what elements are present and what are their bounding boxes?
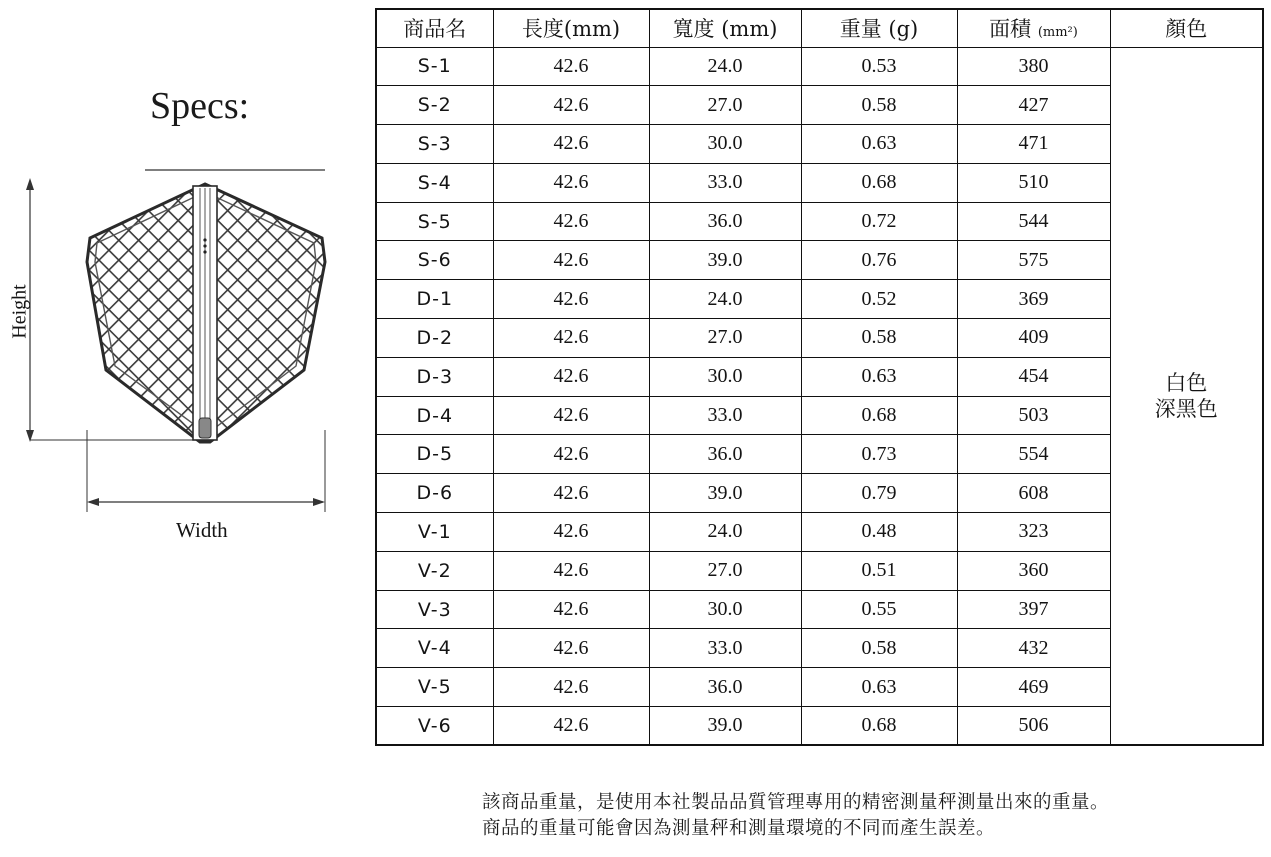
cell-length: 42.6 xyxy=(493,435,649,474)
header-width: 寬度 (mm) xyxy=(649,9,801,47)
cell-weight: 0.79 xyxy=(801,474,957,513)
cell-product-name: V-1 xyxy=(376,513,493,552)
cell-area: 506 xyxy=(957,707,1110,746)
cell-product-name: S-2 xyxy=(376,86,493,125)
cell-width: 30.0 xyxy=(649,590,801,629)
cell-product-name: S-1 xyxy=(376,47,493,86)
cell-weight: 0.58 xyxy=(801,86,957,125)
cell-area: 323 xyxy=(957,513,1110,552)
cell-length: 42.6 xyxy=(493,202,649,241)
cell-weight: 0.68 xyxy=(801,707,957,746)
header-area xyxy=(957,9,1110,47)
cell-product-name: D-4 xyxy=(376,396,493,435)
header-area-label: 面積 xyxy=(989,17,1032,42)
table-row xyxy=(376,47,1263,86)
cell-weight: 0.63 xyxy=(801,125,957,164)
header-weight: 重量 (g) xyxy=(801,9,957,47)
cell-area: 471 xyxy=(957,125,1110,164)
cell-weight: 0.58 xyxy=(801,629,957,668)
cell-product-name: S-4 xyxy=(376,163,493,202)
footnote xyxy=(482,790,1271,842)
cell-area: 380 xyxy=(957,47,1110,86)
cell-weight: 0.68 xyxy=(801,163,957,202)
cell-width: 33.0 xyxy=(649,396,801,435)
cell-area: 503 xyxy=(957,396,1110,435)
specs-title: Specs: xyxy=(150,85,250,127)
cell-length: 42.6 xyxy=(493,163,649,202)
cell-width: 36.0 xyxy=(649,202,801,241)
cell-length: 42.6 xyxy=(493,590,649,629)
cell-length: 42.6 xyxy=(493,629,649,668)
cell-area: 510 xyxy=(957,163,1110,202)
cell-product-name: D-5 xyxy=(376,435,493,474)
cell-width: 39.0 xyxy=(649,241,801,280)
table-header-row xyxy=(376,9,1263,47)
cell-length: 42.6 xyxy=(493,125,649,164)
cell-length: 42.6 xyxy=(493,280,649,319)
cell-length: 42.6 xyxy=(493,241,649,280)
cell-weight: 0.51 xyxy=(801,551,957,590)
cell-product-name: V-2 xyxy=(376,551,493,590)
color-value: 白色 xyxy=(1165,370,1208,395)
cell-width: 39.0 xyxy=(649,474,801,513)
cell-product-name: D-1 xyxy=(376,280,493,319)
header-area-unit: (mm²) xyxy=(1037,25,1078,41)
cell-weight: 0.52 xyxy=(801,280,957,319)
cell-area: 432 xyxy=(957,629,1110,668)
cell-weight: 0.73 xyxy=(801,435,957,474)
cell-width: 24.0 xyxy=(649,513,801,552)
header-length: 長度(mm) xyxy=(493,9,649,47)
dart-flight-diagram xyxy=(0,160,340,550)
cell-color xyxy=(1110,47,1263,745)
cell-product-name: D-6 xyxy=(376,474,493,513)
cell-width: 30.0 xyxy=(649,125,801,164)
cell-length: 42.6 xyxy=(493,396,649,435)
cell-area: 369 xyxy=(957,280,1110,319)
cell-area: 608 xyxy=(957,474,1110,513)
cell-length: 42.6 xyxy=(493,668,649,707)
cell-length: 42.6 xyxy=(493,707,649,746)
cell-area: 469 xyxy=(957,668,1110,707)
cell-width: 30.0 xyxy=(649,357,801,396)
cell-product-name: S-3 xyxy=(376,125,493,164)
footnote-line-2: 商品的重量可能會因為測量秤和測量環境的不同而產生誤差。 xyxy=(482,818,996,839)
cell-width: 27.0 xyxy=(649,86,801,125)
cell-weight: 0.76 xyxy=(801,241,957,280)
cell-weight: 0.55 xyxy=(801,590,957,629)
cell-area: 397 xyxy=(957,590,1110,629)
cell-weight: 0.63 xyxy=(801,357,957,396)
cell-width: 33.0 xyxy=(649,629,801,668)
header-product-name: 商品名 xyxy=(376,9,493,47)
cell-area: 409 xyxy=(957,319,1110,358)
cell-area: 427 xyxy=(957,86,1110,125)
cell-product-name: S-5 xyxy=(376,202,493,241)
cell-length: 42.6 xyxy=(493,474,649,513)
cell-length: 42.6 xyxy=(493,319,649,358)
cell-area: 454 xyxy=(957,357,1110,396)
specs-table xyxy=(375,8,1264,746)
width-label: Width xyxy=(176,518,228,542)
footnote-line-1: 該商品重量，是使用本社製品品質管理專用的精密測量秤測量出來的重量。 xyxy=(482,792,1110,813)
height-label: Height xyxy=(8,284,31,339)
cell-width: 36.0 xyxy=(649,435,801,474)
cell-width: 39.0 xyxy=(649,707,801,746)
cell-width: 27.0 xyxy=(649,319,801,358)
cell-area: 360 xyxy=(957,551,1110,590)
cell-area: 544 xyxy=(957,202,1110,241)
cell-weight: 0.53 xyxy=(801,47,957,86)
cell-product-name: V-4 xyxy=(376,629,493,668)
cell-area: 575 xyxy=(957,241,1110,280)
color-value: 深黑色 xyxy=(1154,396,1218,421)
cell-weight: 0.63 xyxy=(801,668,957,707)
cell-weight: 0.48 xyxy=(801,513,957,552)
cell-length: 42.6 xyxy=(493,86,649,125)
cell-length: 42.6 xyxy=(493,357,649,396)
cell-width: 24.0 xyxy=(649,280,801,319)
cell-product-name: V-3 xyxy=(376,590,493,629)
cell-weight: 0.58 xyxy=(801,319,957,358)
cell-width: 27.0 xyxy=(649,551,801,590)
cell-area: 554 xyxy=(957,435,1110,474)
cell-length: 42.6 xyxy=(493,513,649,552)
cell-length: 42.6 xyxy=(493,47,649,86)
cell-width: 36.0 xyxy=(649,668,801,707)
cell-product-name: V-6 xyxy=(376,707,493,746)
cell-product-name: D-3 xyxy=(376,357,493,396)
cell-width: 24.0 xyxy=(649,47,801,86)
cell-product-name: S-6 xyxy=(376,241,493,280)
cell-weight: 0.72 xyxy=(801,202,957,241)
cell-product-name: D-2 xyxy=(376,319,493,358)
cell-length: 42.6 xyxy=(493,551,649,590)
cell-product-name: V-5 xyxy=(376,668,493,707)
cell-weight: 0.68 xyxy=(801,396,957,435)
header-color: 顏色 xyxy=(1110,9,1263,47)
cell-width: 33.0 xyxy=(649,163,801,202)
